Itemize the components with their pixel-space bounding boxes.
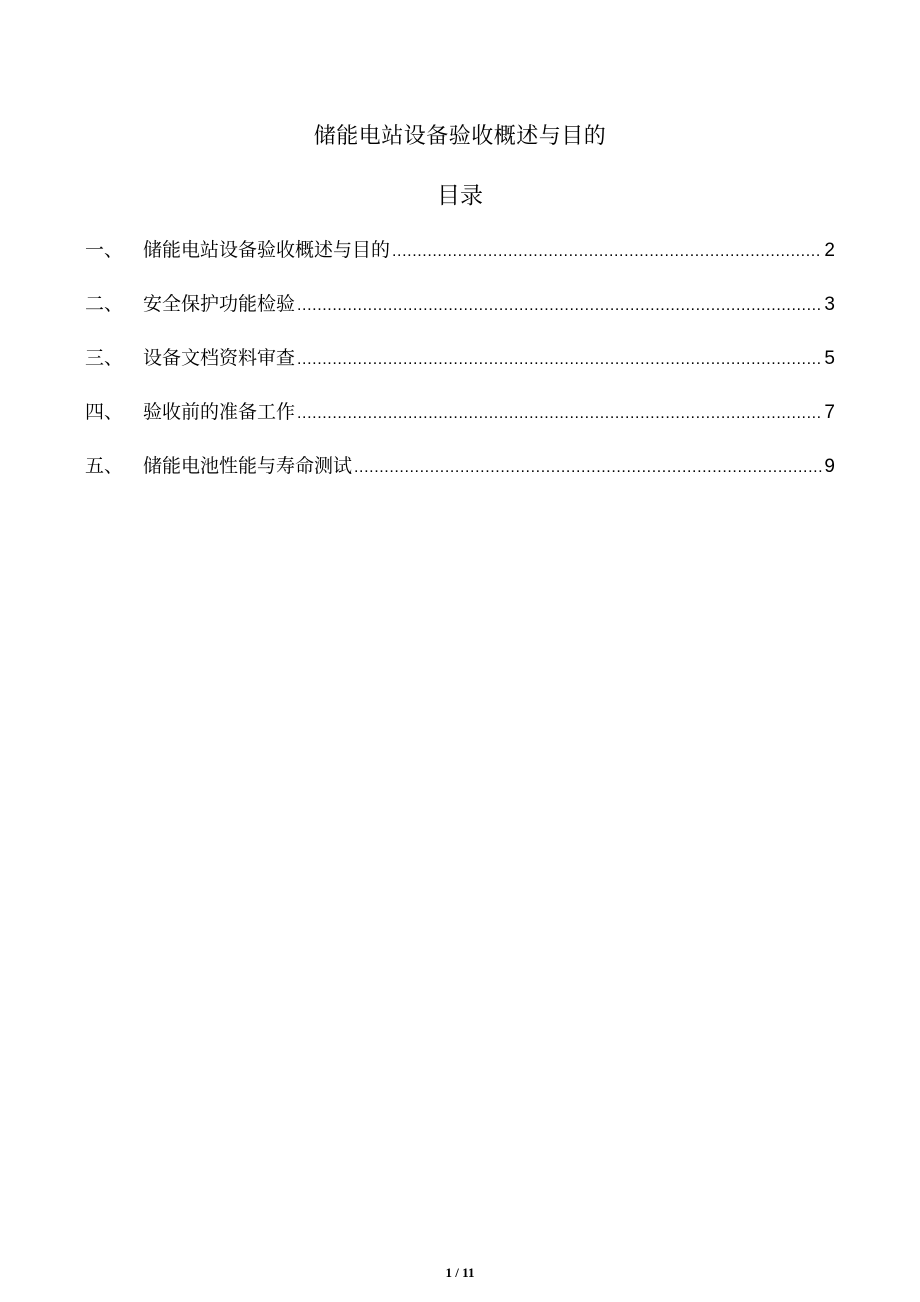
toc-entry-number: 四、: [85, 401, 124, 423]
toc-entry-2[interactable]: [85, 287, 835, 341]
toc-entry-title: 设备文档资料审查: [143, 347, 296, 369]
toc-entry-title: 储能电池性能与寿命测试: [143, 455, 353, 477]
toc-entry-number: 三、: [85, 347, 124, 369]
toc-entry-1[interactable]: [85, 233, 835, 287]
toc-dot-leader: [297, 343, 822, 377]
table-of-contents: [85, 233, 835, 503]
toc-entry-page: 3: [824, 294, 835, 315]
toc-entry-title: 验收前的准备工作: [143, 401, 296, 423]
toc-entry-page: 2: [824, 240, 835, 261]
toc-dot-leader: [297, 289, 822, 323]
document-title: 储能电站设备验收概述与目的: [313, 124, 607, 149]
toc-dot-leader: [297, 397, 822, 431]
toc-entry-number: 二、: [85, 293, 124, 315]
toc-entry-page: 7: [824, 402, 835, 423]
toc-entry-title: 储能电站设备验收概述与目的: [143, 239, 391, 261]
toc-entry-title: 安全保护功能检验: [143, 293, 296, 315]
toc-entry-3[interactable]: [85, 341, 835, 395]
toc-entry-4[interactable]: [85, 395, 835, 449]
toc-dot-leader: [392, 235, 822, 269]
toc-entry-number: 五、: [85, 455, 124, 477]
toc-heading: 目录: [437, 183, 483, 209]
toc-entry-5[interactable]: [85, 449, 835, 503]
toc-entry-number: 一、: [85, 239, 124, 261]
toc-entry-page: 5: [824, 348, 835, 369]
toc-dot-leader: [354, 451, 822, 485]
page-number-footer: 1 / 11: [445, 1265, 475, 1280]
toc-entry-page: 9: [824, 456, 835, 477]
